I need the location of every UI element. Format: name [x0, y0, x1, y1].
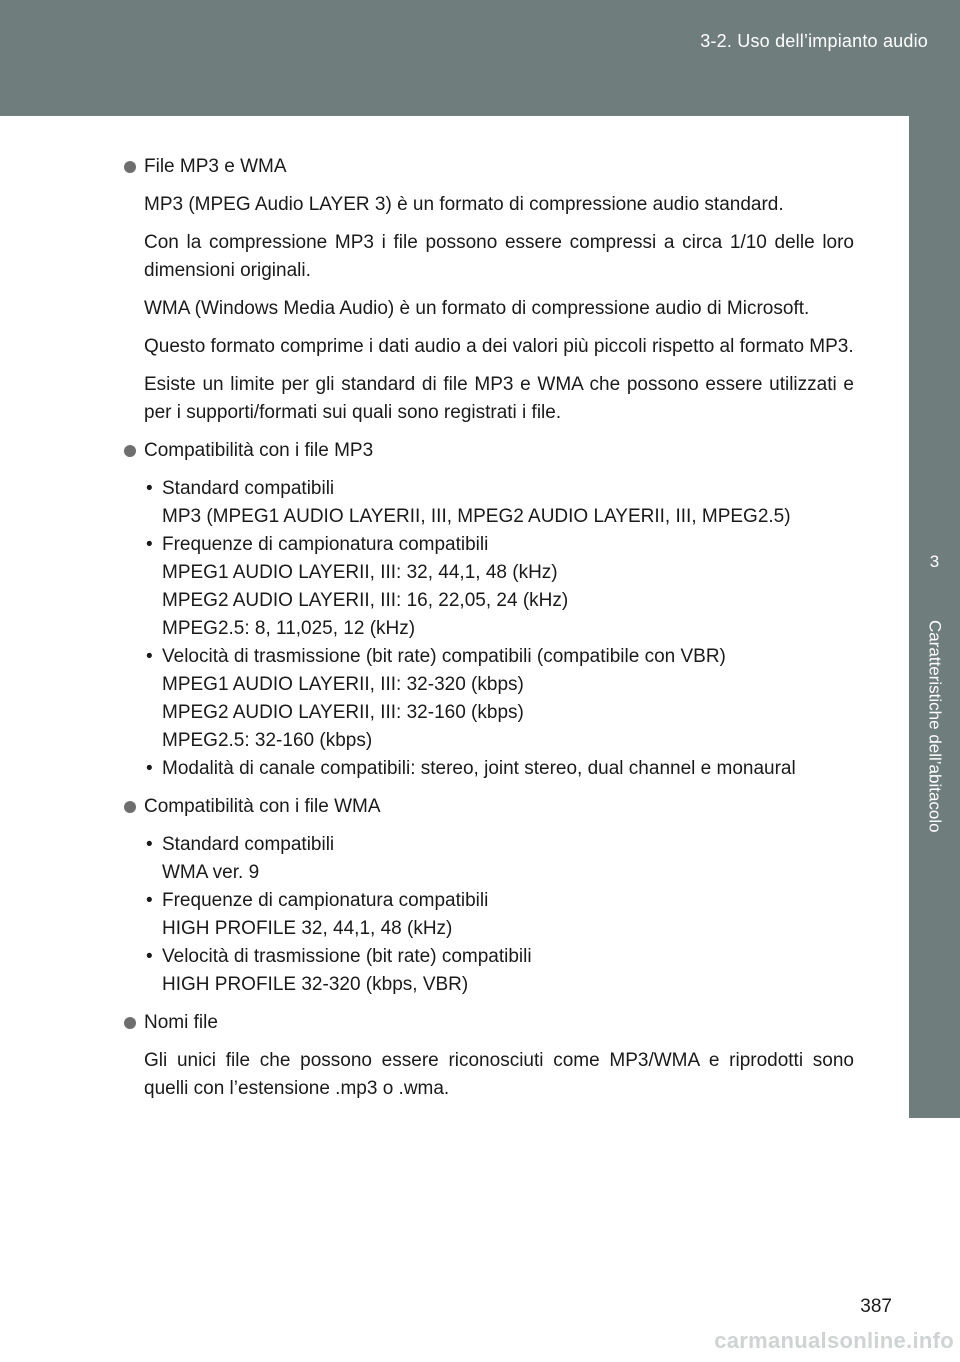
spec-list: [144, 831, 854, 999]
bullet-icon: •: [146, 946, 153, 967]
paragraph: MP3 (MPEG Audio LAYER 3) è un formato di compressione audio standard.: [144, 194, 784, 215]
chapter-side-tab: [909, 116, 960, 1118]
list-item: [144, 943, 854, 999]
page-content: [124, 153, 854, 1113]
paragraph: WMA (Windows Media Audio) è un formato di compressione audio di Microsoft.: [144, 298, 810, 319]
list-item-detail: HIGH PROFILE 32-320 (kbps, VBR): [162, 974, 469, 995]
header-bar: [0, 0, 960, 116]
bullet-icon: [124, 161, 136, 173]
section-mp3-compatibility: [124, 437, 854, 783]
list-item-detail: MPEG2 AUDIO LAYERII, III: 16, 22,05, 24 (kHz): [162, 590, 569, 611]
list-item: [144, 887, 854, 943]
bullet-icon: •: [146, 534, 153, 555]
bullet-icon: •: [146, 890, 153, 911]
list-item: [144, 831, 854, 887]
bullet-icon: •: [146, 758, 153, 779]
list-item-detail: MPEG1 AUDIO LAYERII, III: 32-320 (kbps): [162, 674, 524, 695]
section-file-names: [124, 1009, 854, 1103]
list-item-detail: MPEG1 AUDIO LAYERII, III: 32, 44,1, 48 (kHz): [162, 562, 558, 583]
list-item-label: Standard compatibili: [162, 478, 335, 499]
section-heading: [124, 153, 854, 181]
bullet-icon: •: [146, 834, 153, 855]
bullet-icon: •: [146, 646, 153, 667]
section-heading-text: Compatibilità con i file MP3: [144, 440, 374, 461]
chapter-title: Caratteristiche dell’abitacolo: [925, 620, 945, 833]
paragraph: Questo formato comprime i dati audio a dei valori più piccoli rispetto al formato MP3.: [144, 336, 854, 357]
bullet-icon: •: [146, 478, 153, 499]
list-item-detail: MPEG2.5: 32-160 (kbps): [162, 730, 373, 751]
section-title: 3-2. Uso dell’impianto audio: [700, 31, 928, 51]
list-item-detail: HIGH PROFILE 32, 44,1, 48 (kHz): [162, 918, 453, 939]
list-item-detail: WMA ver. 9: [162, 862, 260, 883]
list-item-label: Frequenze di campionatura compatibili: [162, 890, 489, 911]
list-item-label: Modalità di canale compatibili: stereo, joint stereo, dual channel e monaural: [162, 758, 796, 779]
section-wma-compatibility: [124, 793, 854, 999]
paragraph: Esiste un limite per gli standard di file MP3 e WMA che possono essere utilizzati e per i supporti/formati sui quali sono registrati i file.: [144, 374, 854, 423]
list-item: [144, 531, 854, 643]
section-heading-text: File MP3 e WMA: [144, 156, 287, 177]
list-item-detail: MPEG2 AUDIO LAYERII, III: 32-160 (kbps): [162, 702, 524, 723]
section-heading: [124, 1009, 854, 1037]
list-item-label: Standard compatibili: [162, 834, 335, 855]
bullet-icon: [124, 1017, 136, 1029]
list-item-detail: MP3 (MPEG1 AUDIO LAYERII, III, MPEG2 AUDIO LAYERII, III, MPEG2.5): [162, 506, 791, 527]
list-item: [144, 643, 854, 755]
section-heading: [124, 437, 854, 465]
bullet-icon: [124, 445, 136, 457]
section-heading-text: Nomi file: [144, 1012, 218, 1033]
section-heading-text: Compatibilità con i file WMA: [144, 796, 381, 817]
page-number: 387: [860, 1296, 892, 1317]
spec-list: [144, 475, 854, 783]
list-item-label: Velocità di trasmissione (bit rate) compatibili: [162, 946, 532, 967]
list-item-label: Velocità di trasmissione (bit rate) compatibili (compatibile con VBR): [162, 646, 726, 667]
section-heading: [124, 793, 854, 821]
section-mp3-wma: [124, 153, 854, 427]
paragraph: Gli unici file che possono essere riconosciuti come MP3/WMA e riprodotti sono quelli con l’estensione .mp3 o .wma.: [144, 1050, 854, 1099]
list-item: [144, 755, 854, 783]
chapter-number: 3: [929, 552, 940, 571]
list-item: [144, 475, 854, 531]
bullet-icon: [124, 801, 136, 813]
list-item-label: Frequenze di campionatura compatibili: [162, 534, 489, 555]
list-item-detail: MPEG2.5: 8, 11,025, 12 (kHz): [162, 618, 416, 639]
paragraph: Con la compressione MP3 i file possono essere compressi a circa 1/10 delle loro dimensioni originali.: [144, 232, 854, 281]
watermark: carmanualsonline.info: [714, 1328, 954, 1353]
